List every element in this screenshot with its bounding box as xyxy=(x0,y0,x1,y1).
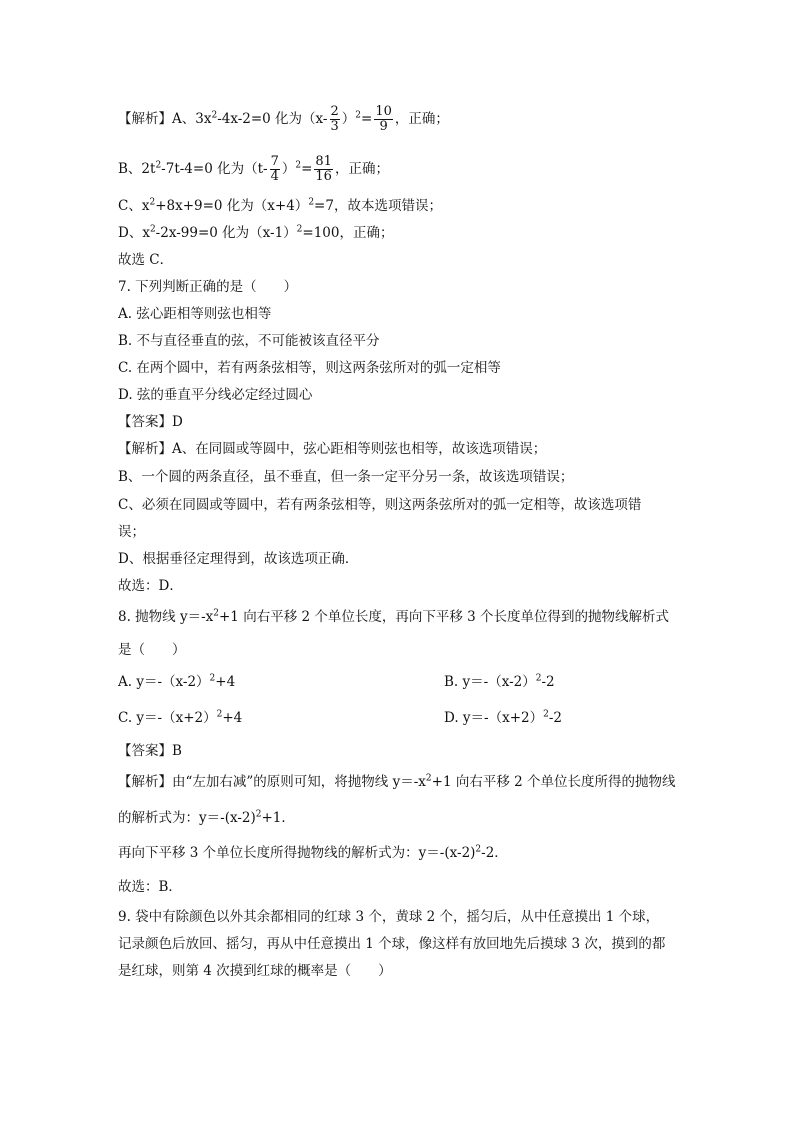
fraction: $\frac{10}{9}$ xyxy=(375,104,392,134)
solution-line-b: B、$2t^2-7t-4=0$ 化为（t- $\frac{7}{4}$ ）$^2$= $\frac{81}{16}$ ，正确； xyxy=(118,154,389,184)
fraction: $\frac{81}{16}$ xyxy=(315,154,332,184)
solution-line-c: C、$x^2+8x+9=0$ 化为$(x+4)^2=7$，故本选项错误； xyxy=(118,197,442,214)
analysis-line: 误； xyxy=(118,524,145,540)
analysis-line: 的解析式为：$y=-(x-2)^2+1$． xyxy=(118,809,295,826)
fraction: $\frac{2}{3}$ xyxy=(330,104,339,134)
solution-line-a: 【解析】A、$3x^2-4x-2=0$ 化为（x- $\frac{2}{3}$ ）$^2$= $\frac{10}{9}$ ，正确； xyxy=(118,104,449,134)
option-c: C. 在两个圆中，若有两条弦相等，则这两条弦所对的弧一定相等 xyxy=(118,360,501,376)
question-9-stem: 9. 袋中有除颜色以外其余都相同的红球 3 个，黄球 2 个，摇匀后，从中任意摸出 1 个球， xyxy=(118,909,660,925)
analysis-line: D、根据垂径定理得到，故该选项正确． xyxy=(118,551,359,567)
answer-label: 【答案】B xyxy=(118,743,182,759)
analysis-line: 【解析】由“左加右减”的原则可知，将抛物线 $y=-x^2+1$ 向右平移 2 个单位长度所得的抛物线 xyxy=(118,773,676,790)
option-b: B. 不与直径垂直的弦，不可能被该直径平分 xyxy=(118,333,380,349)
question-8-stem: 8. 抛物线 $y=-x^2+1$ 向右平移 2 个单位长度，再向下平移 3 个长度单位得到的抛物线解析式 xyxy=(118,608,670,625)
question-9-stem: 记录颜色后放回、摇匀，再从中任意摸出 1 个球，像这样有放回地先后摸球 3 次，摸到的都 xyxy=(118,936,666,952)
question-8-stem-cont: 是（ ） xyxy=(118,642,186,658)
option-d: D. $y=-(x+2)^2-2$ xyxy=(444,709,563,726)
option-b: B. $y=-(x-2)^2-2$ xyxy=(444,673,555,690)
option-d: D. 弦的垂直平分线必定经过圆心 xyxy=(118,387,313,403)
analysis-line: B、一个圆的两条直径，虽不垂直，但一条一定平分另一条，故该选项错误； xyxy=(118,469,574,485)
question-9-stem: 是红球，则第 4 次摸到红球的概率是（ ） xyxy=(118,963,392,979)
option-c: C. $y=-(x+2)^2+4$ xyxy=(118,709,243,726)
answer-label: 【答案】D xyxy=(118,414,183,430)
analysis-line: 【解析】A、在同圆或等圆中，弦心距相等则弦也相等，故该选项错误； xyxy=(118,441,547,457)
analysis-line: 再向下平移 3 个单位长度所得抛物线的解析式为：$y=-(x-2)^2-2$． xyxy=(118,844,508,861)
option-a: A. $y=-(x-2)^2+4$ xyxy=(118,673,236,690)
analysis-conclusion: 故选：B． xyxy=(118,879,182,895)
solution-line-d: D、$x^2-2x-99=0$ 化为$(x-1)^2=100$，正确； xyxy=(118,224,394,241)
solution-conclusion: 故选 C． xyxy=(118,252,174,268)
option-a: A. 弦心距相等则弦也相等 xyxy=(118,306,272,322)
analysis-line: C、必须在同圆或等圆中，若有两条弦相等，则这两条弦所对的弧一定相等，故该选项错 xyxy=(118,497,642,513)
analysis-conclusion: 故选：D． xyxy=(118,578,183,594)
question-7-stem: 7. 下列判断正确的是（ ） xyxy=(118,279,298,295)
fraction: $\frac{7}{4}$ xyxy=(270,154,279,184)
